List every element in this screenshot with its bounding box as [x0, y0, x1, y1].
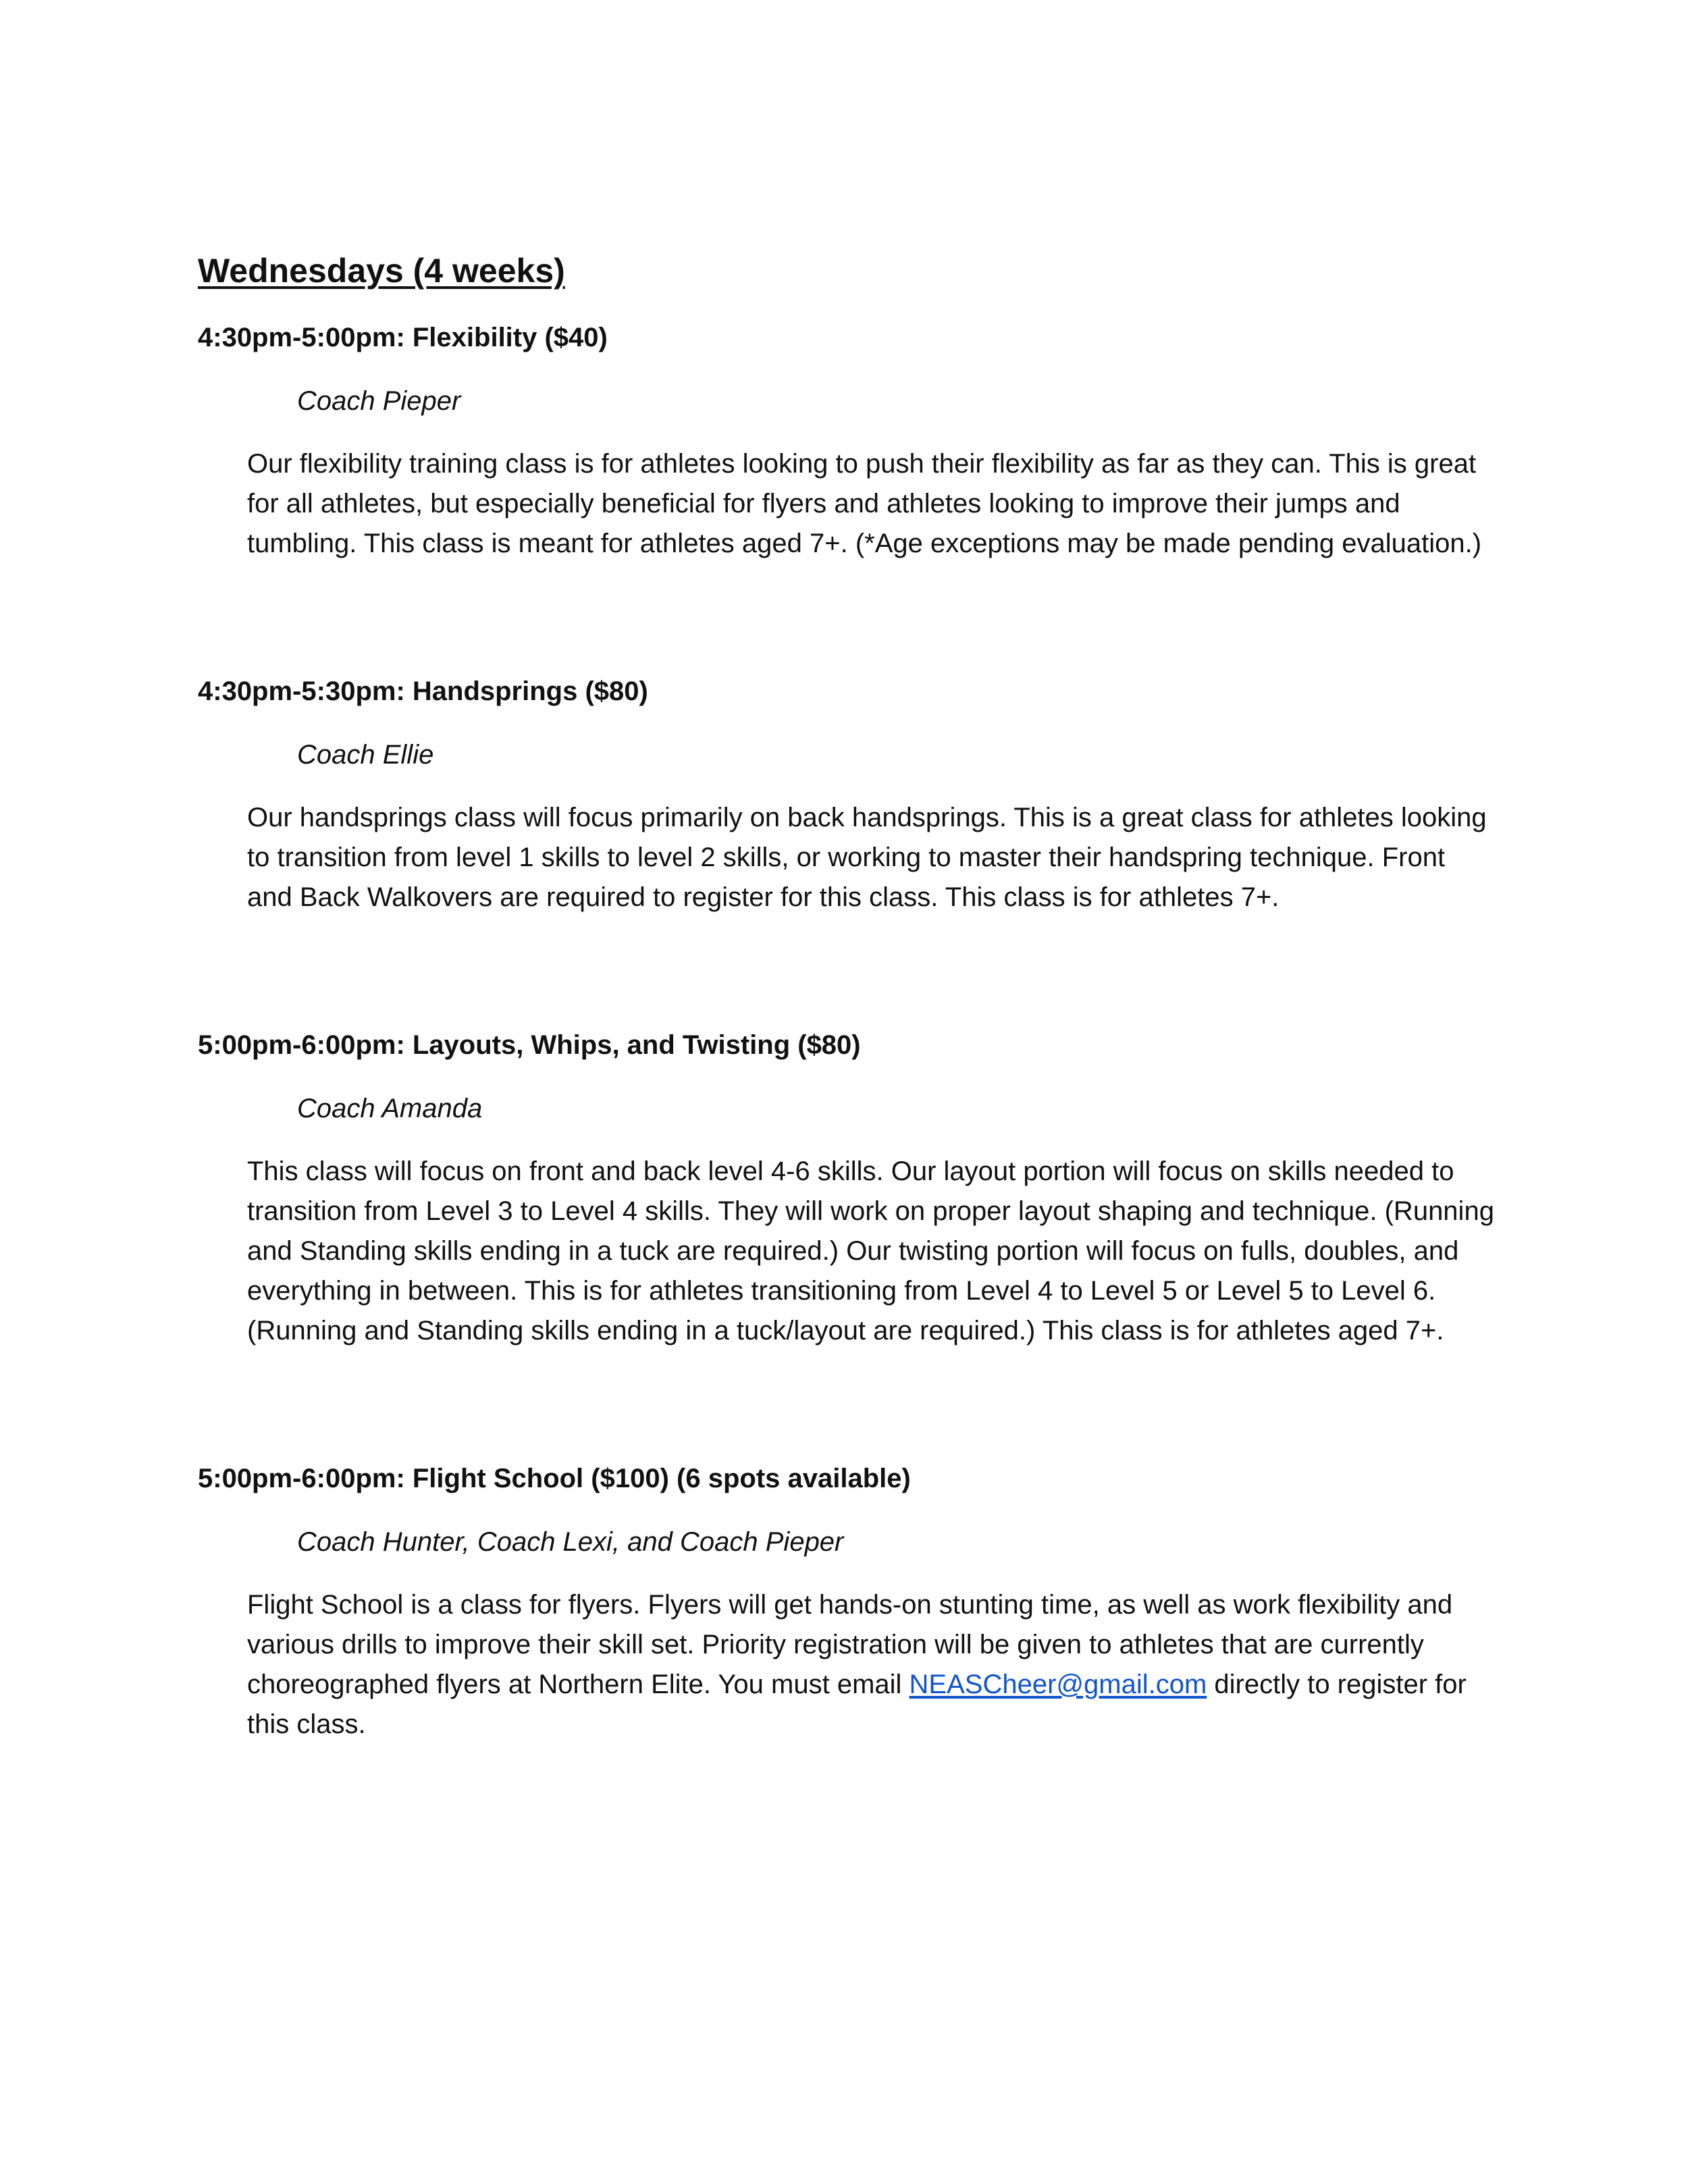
- class-description-flexibility: Our flexibility training class is for athletes looking to push their flexibility as far as they can. This is great for all athletes, but especially beneficial for flyers and athletes looking to improve their jumps and tumbling. This class is meant for athletes aged 7+. (*Age exceptions may be made pending evaluation.): [247, 449, 1482, 558]
- class-description-handsprings: Our handsprings class will focus primarily on back handsprings. This is a great class for athletes looking to transition from level 1 skills to level 2 skills, or working to master their handspring technique. Front and Back Walkovers are required to register for this class. This class is for athletes 7+.: [247, 803, 1487, 912]
- coach-name-handsprings: Coach Ellie: [297, 740, 434, 770]
- page-heading: Wednesdays (4 weeks): [198, 252, 565, 290]
- class-description-layouts: This class will focus on front and back level 4-6 skills. Our layout portion will focus on skills needed to transition from Level 3 to Level 4 skills. They will work on proper layout shaping and technique. (Running and Standing skills ending in a tuck are required.) Our twisting portion will focus on fulls, doubles, and everything in between. This is for athletes transitioning from Level 4 to Level 5 or Level 5 to Level 6. (Running and Standing skills ending in a tuck/layout are required.) This class is for athletes aged 7+.: [247, 1156, 1494, 1346]
- description-text-before-email: Flight School is a class for flyers. Flyers will get hands-on stunting time, as well as work flexibility and various drills to improve their skill set. Priority registration will be given to athletes that are currently choreographed flyers at Northern Elite. You must email: [247, 1590, 1453, 1699]
- class-title-flexibility: 4:30pm-5:00pm: Flexibility ($40): [198, 323, 608, 352]
- class-description-flight-school: [247, 1585, 1496, 1744]
- email-link[interactable]: NEASCheer@gmail.com: [909, 1670, 1207, 1699]
- class-title-layouts-whips-twisting: 5:00pm-6:00pm: Layouts, Whips, and Twisting ($80): [198, 1030, 861, 1060]
- coach-name-flight-school: Coach Hunter, Coach Lexi, and Coach Pieper: [297, 1527, 844, 1557]
- coach-name-flexibility: Coach Pieper: [297, 386, 461, 416]
- class-title-flight-school: 5:00pm-6:00pm: Flight School ($100) (6 spots available): [198, 1464, 911, 1493]
- class-title-handsprings: 4:30pm-5:30pm: Handsprings ($80): [198, 676, 648, 706]
- description-text-after-email: directly to register for this class.: [247, 1670, 1467, 1739]
- coach-name-layouts: Coach Amanda: [297, 1094, 483, 1123]
